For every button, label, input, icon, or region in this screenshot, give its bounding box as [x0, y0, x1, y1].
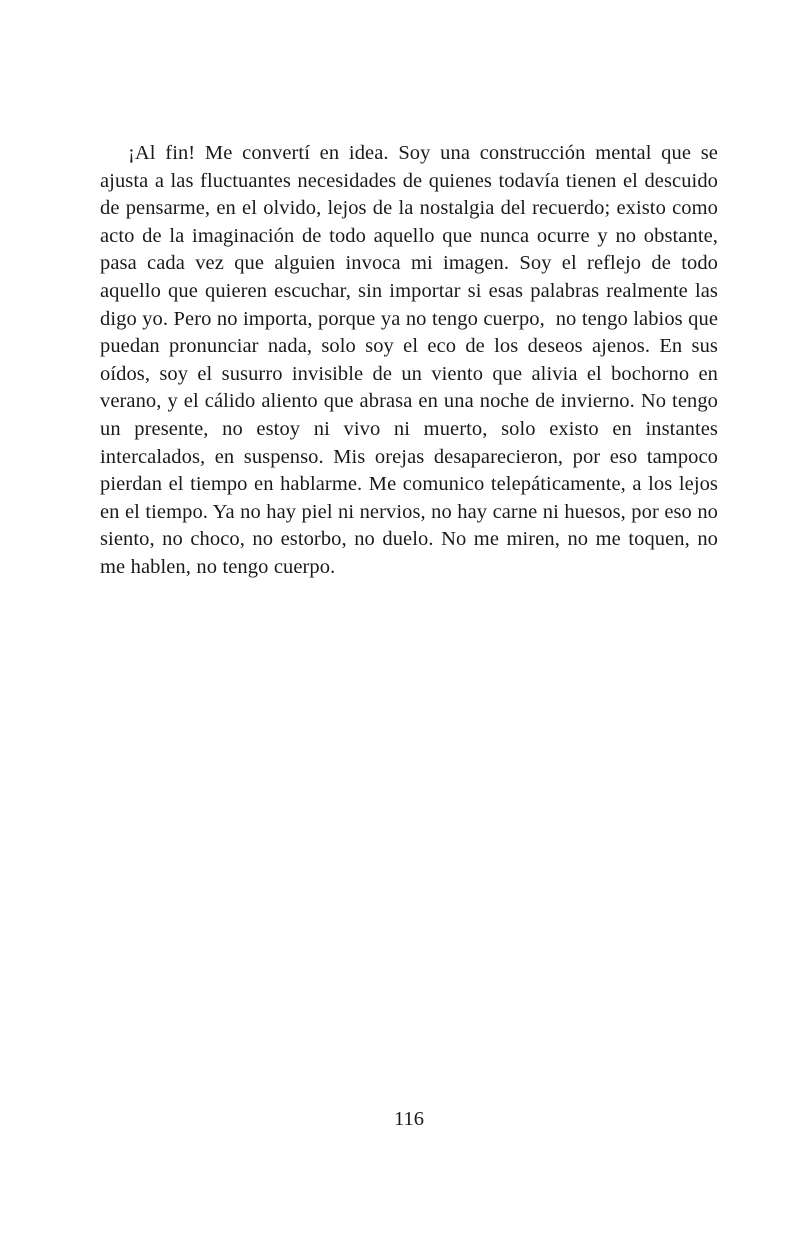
page-number: 116: [394, 1108, 424, 1130]
text-column: [100, 140, 729, 582]
body-paragraph: ¡Al fin! Me convertí en idea. Soy una construcción mental que se ajusta a las fluctuantes necesidades de quienes todavía tienen el descuido de pensarme, en el olvido, lejos de la nostalgia del recuerdo; existo como acto de la imaginación de todo aquello que nunca ocurre y no obstante, pasa cada vez que alguien invoca mi imagen. Soy el reflejo de todo aquello que quieren escuchar, sin importar si esas palabras realmente las digo yo. Pero no importa, porque ya no tengo cuerpo, no tengo labios que puedan pronunciar nada, solo soy el eco de los deseos ajenos. En sus oídos, soy el susurro invisible de un viento que alivia el bochorno en verano, y el cálido aliento que abrasa en una noche de invierno. No tengo un presente, no estoy ni vivo ni muerto, solo existo en instantes intercalados, en suspenso. Mis orejas desaparecieron, por eso tampoco pierdan el tiempo en hablarme. Me comunico telepáticamente, a los lejos en el tiempo. Ya no hay piel ni nervios, no hay carne ni huesos, por eso no siento, no choco, no estorbo, no duelo. No me miren, no me toquen, no me hablen, no tengo cuerpo.: [100, 142, 729, 578]
